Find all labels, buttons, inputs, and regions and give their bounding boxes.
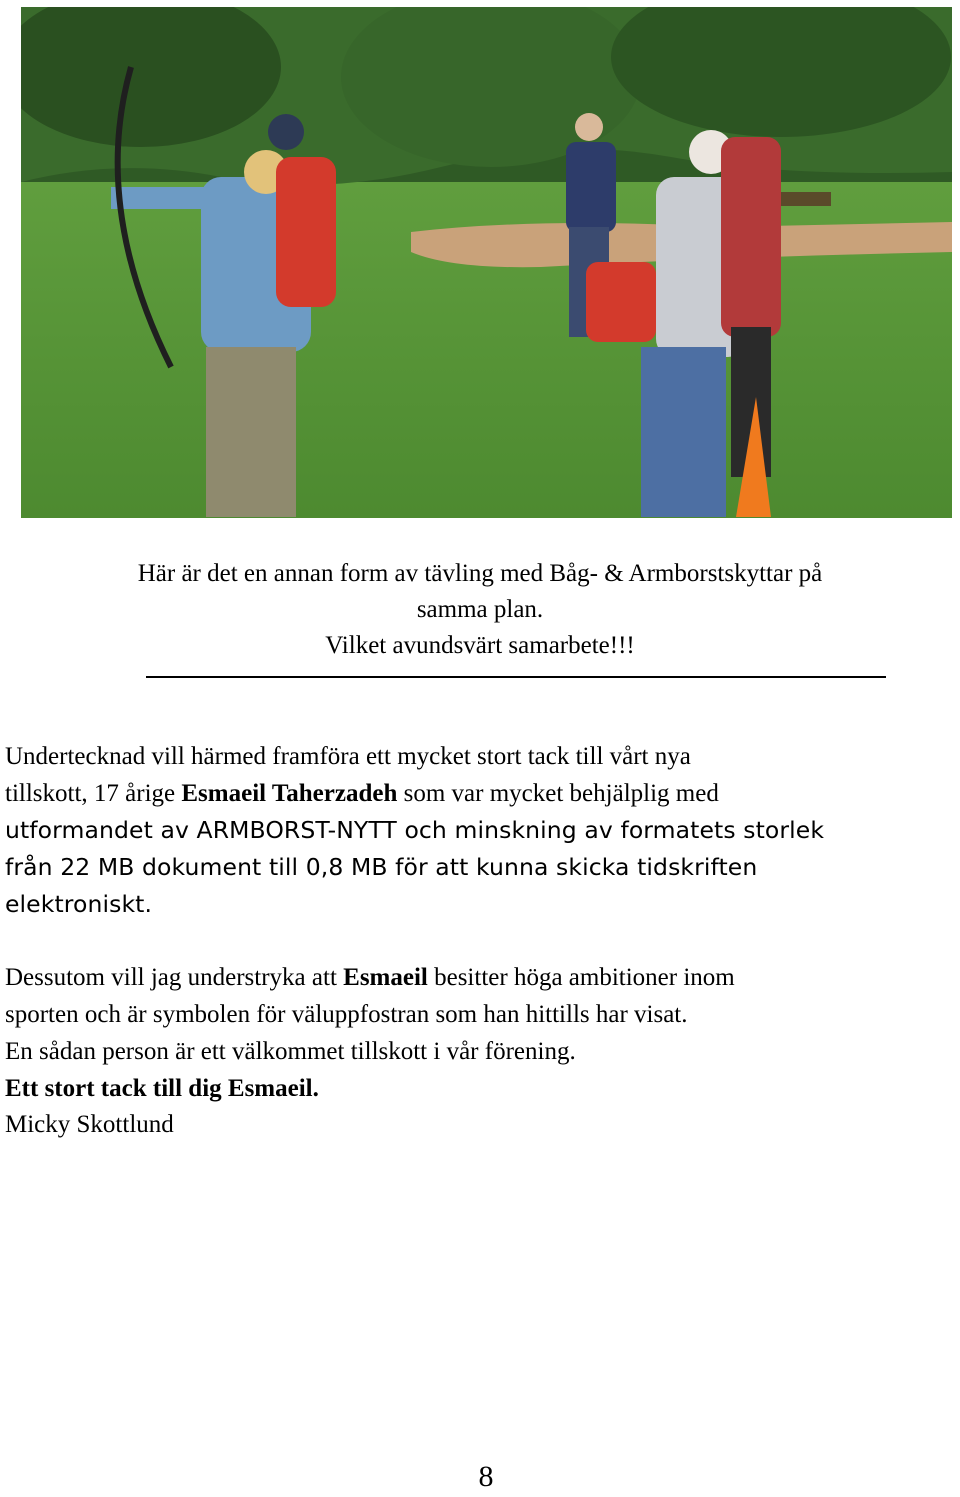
caption-line-1: Här är det en annan form av tävling med Båg- & Armborstskyttar på xyxy=(137,560,823,587)
para2-line-3: En sådan person är ett välkommet tillskott i vår förening. xyxy=(5,1038,576,1065)
para1-line-2-pre: tillskott, 17 årige xyxy=(5,780,182,807)
para1-line-3: utformandet av ARMBORST-NYTT och minskning av formatets storlek xyxy=(5,816,825,844)
para2-line-1 xyxy=(5,959,955,996)
signature-name: Micky Skottlund xyxy=(5,1111,174,1138)
caption-line-3: Vilket avundsvärt samarbete!!! xyxy=(325,632,635,659)
horizontal-rule xyxy=(146,676,886,678)
para1-line-5: elektroniskt. xyxy=(5,890,153,918)
para2-line-2: sporten och är symbolen för väluppfostran som han hittills har visat. xyxy=(5,1001,688,1028)
para1-line-4: från 22 MB dokument till 0,8 MB för att kunna skicka tidskriften xyxy=(5,853,758,881)
page-number: 8 xyxy=(478,1460,494,1493)
para1-line-2 xyxy=(5,775,955,812)
para2-line-1-pre: Dessutom vill jag understryka att xyxy=(5,964,344,991)
photo-archers-field-icon xyxy=(21,7,952,518)
name-esmaeil-taherzadeh: Esmaeil Taherzadeh xyxy=(181,780,398,807)
archery-photo xyxy=(21,7,952,518)
para1-line-2-post: som var mycket behjälplig med xyxy=(397,780,719,807)
caption-line-2: samma plan. xyxy=(416,596,544,623)
name-esmaeil: Esmaeil xyxy=(343,964,428,991)
para2-line-1-post: besitter höga ambitioner inom xyxy=(427,964,735,991)
para1-line-1: Undertecknad vill härmed framföra ett mycket stort tack till vårt nya xyxy=(5,743,691,770)
para2-line-4: Ett stort tack till dig Esmaeil. xyxy=(5,1075,319,1102)
